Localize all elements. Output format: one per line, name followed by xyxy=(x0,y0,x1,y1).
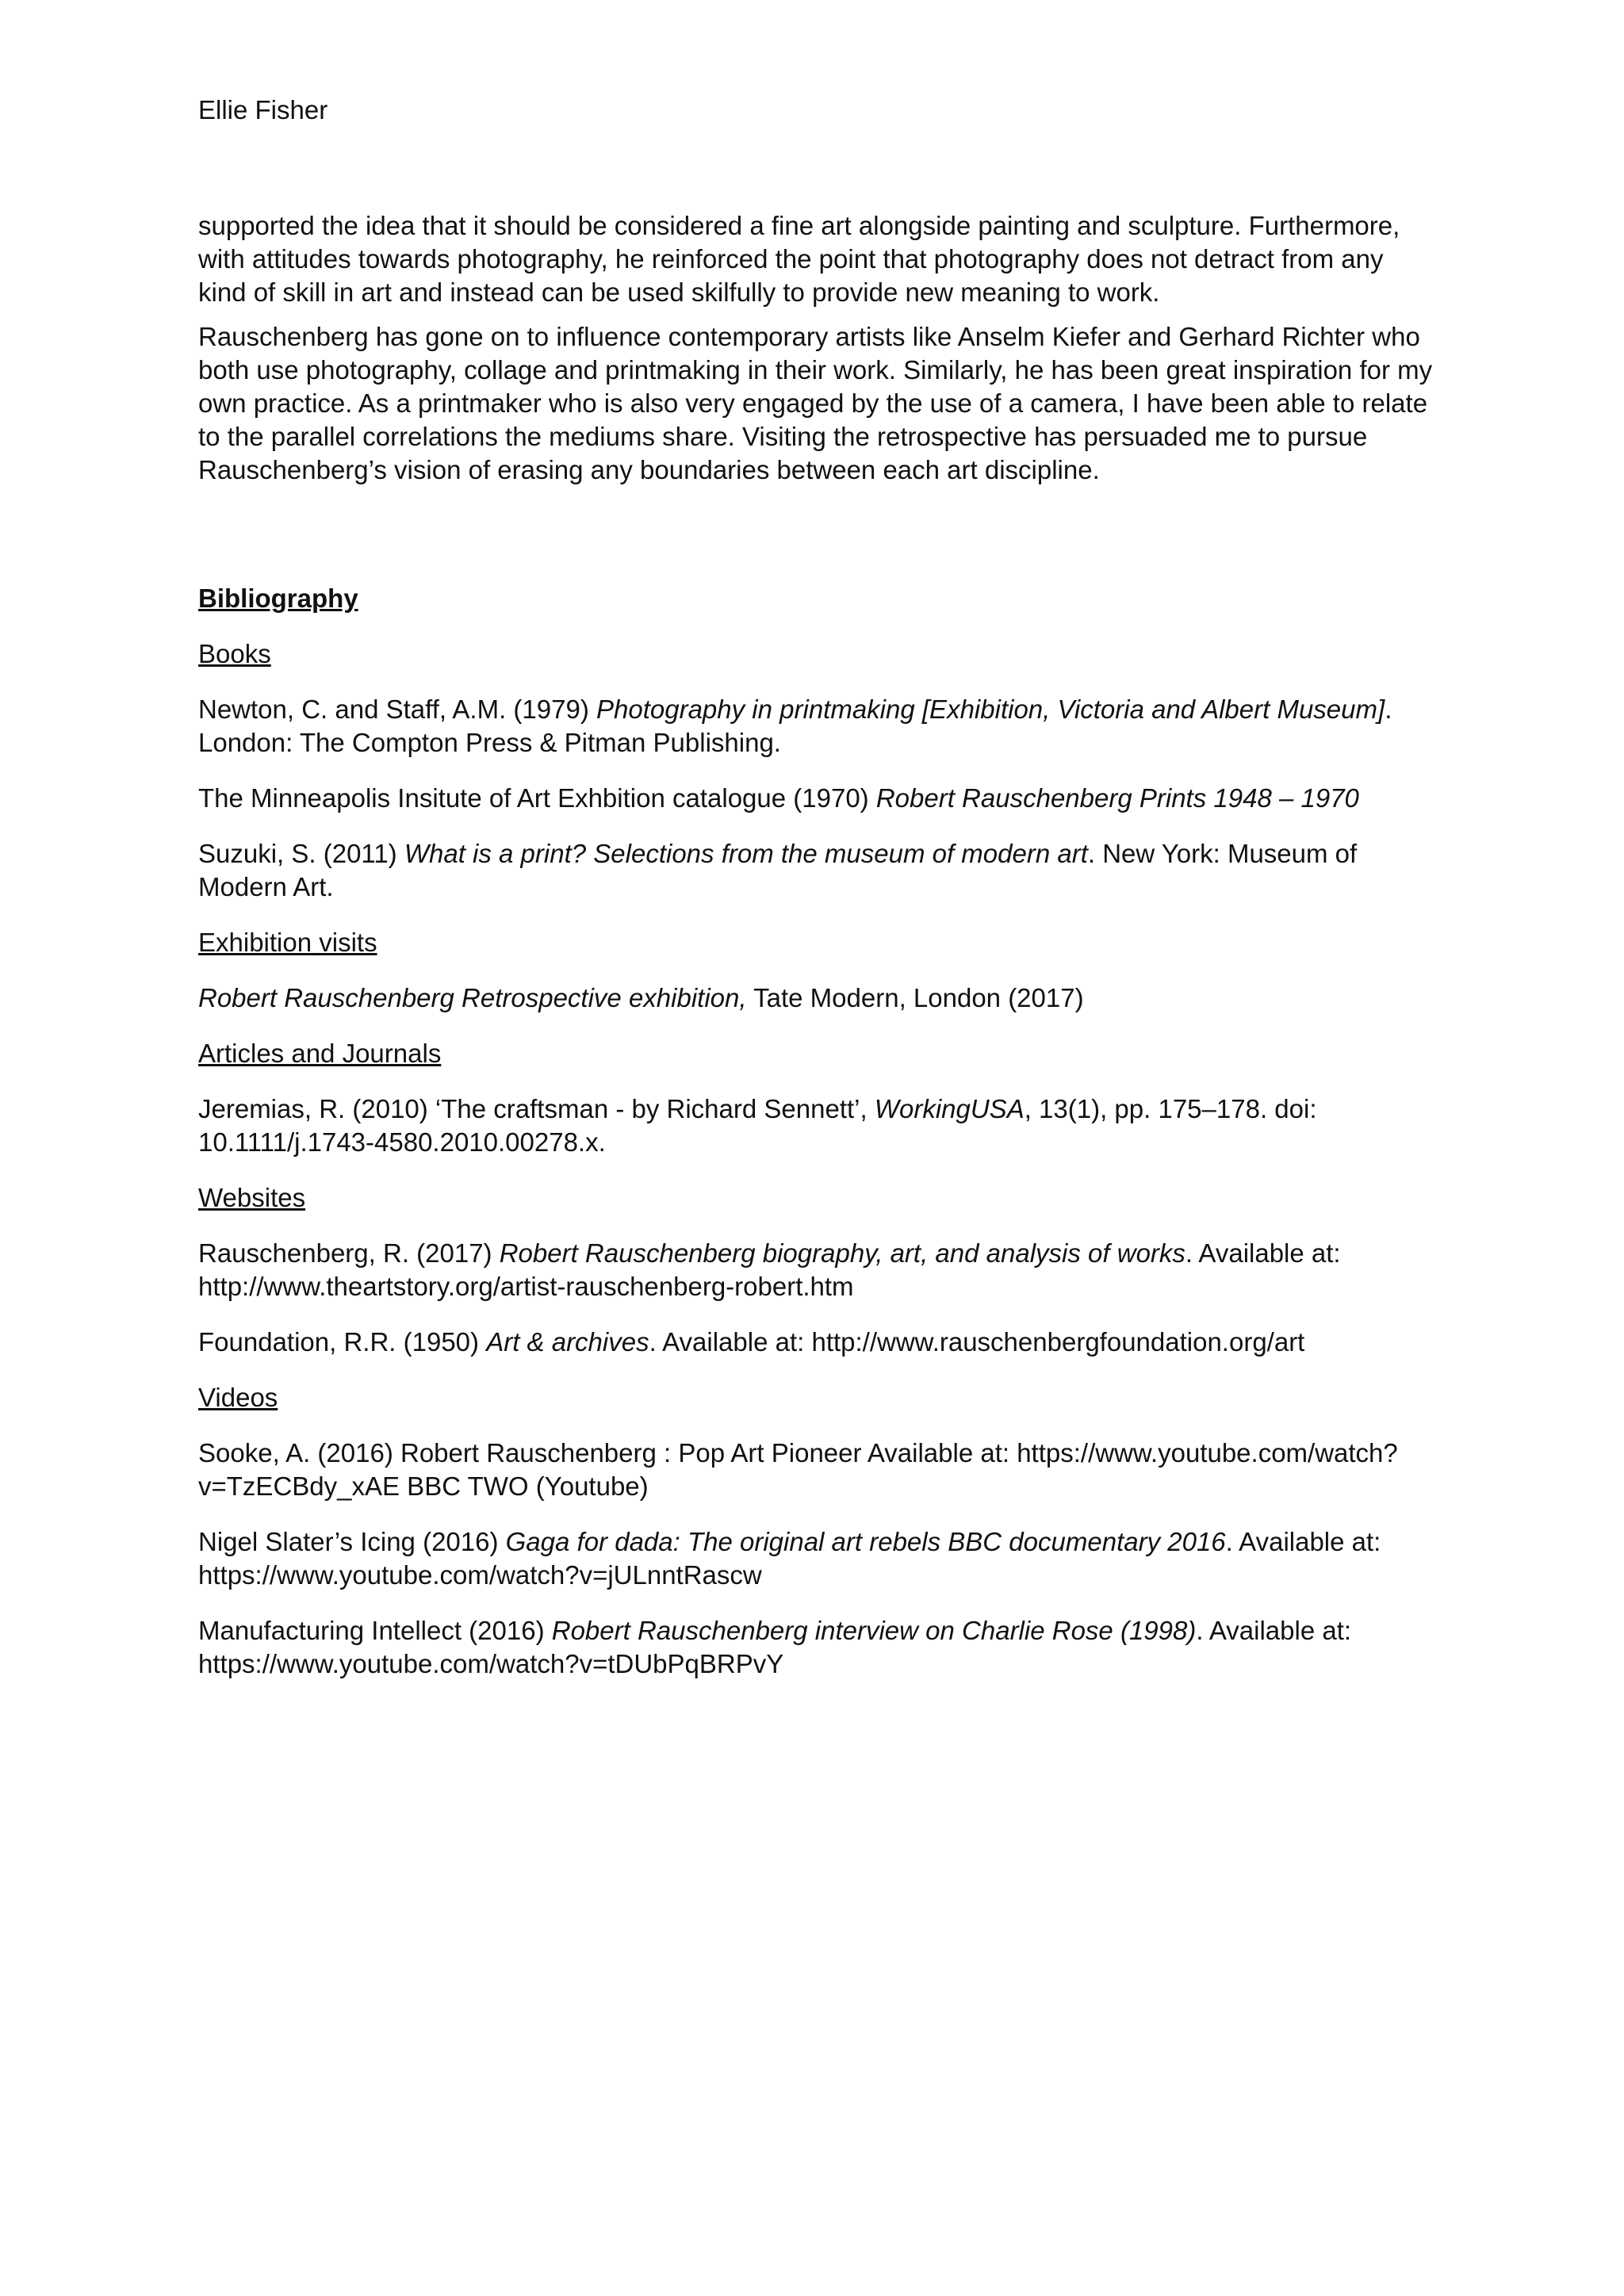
body-paragraph: supported the idea that it should be considered a fine art alongside painting and sculpture. Furthermore, with attitudes towards photography, he reinforced the point that photography does not detract from any kind of skill in art and instead can be used skilfully to provide new meaning to work. xyxy=(198,211,1400,307)
entry-text: . Available at: https://www.youtube.com/watch?v=tDUbPqBRPvY xyxy=(198,1616,1352,1678)
entry-text: . Available at: http://www.rauschenbergfoundation.org/art xyxy=(649,1327,1305,1357)
entry-text: The Minneapolis Insitute of Art Exhbition catalogue (1970) xyxy=(198,783,876,813)
bibliography-entry xyxy=(198,782,1435,815)
bibliography-entry xyxy=(198,1237,1435,1303)
entry-text: . Available at: http://www.theartstory.org/artist-rauschenberg-robert.htm xyxy=(198,1238,1341,1301)
articles-heading: Articles and Journals xyxy=(198,1039,442,1068)
entry-title: What is a print? Selections from the museum of modern art xyxy=(404,839,1088,868)
bibliography-entry xyxy=(198,837,1435,904)
entry-text: Foundation, R.R. (1950) xyxy=(198,1327,487,1357)
bibliography-entry xyxy=(198,693,1435,760)
entry-title: Robert Rauschenberg interview on Charlie Rose (1998) xyxy=(551,1616,1197,1645)
entry-text: Nigel Slater’s Icing (2016) xyxy=(198,1527,506,1556)
entry-title: WorkingUSA xyxy=(874,1094,1025,1123)
entry-text: Newton, C. and Staff, A.M. (1979) xyxy=(198,695,596,724)
bibliography-entry xyxy=(198,1093,1435,1159)
bibliography-entry xyxy=(198,1326,1435,1359)
bibliography-entry xyxy=(198,1614,1435,1681)
entry-title: Gaga for dada: The original art rebels BBC documentary 2016 xyxy=(505,1527,1226,1556)
bibliography-title: Bibliography xyxy=(198,584,358,613)
entry-text: . London: The Compton Press & Pitman Publishing. xyxy=(198,695,1392,757)
bibliography-entry xyxy=(198,1525,1435,1592)
books-heading: Books xyxy=(198,639,271,668)
entry-text: . Available at: https://www.youtube.com/watch?v=jULnntRascw xyxy=(198,1527,1381,1590)
entry-title: Art & archives xyxy=(486,1327,649,1357)
entry-title: Robert Rauschenberg Retrospective exhibition, xyxy=(198,983,747,1012)
entry-text: Suzuki, S. (2011) xyxy=(198,839,404,868)
entry-text: , 13(1), pp. 175–178. doi: 10.1111/j.1743-4580.2010.00278.x. xyxy=(198,1094,1317,1157)
entry-text: Tate Modern, London (2017) xyxy=(746,983,1084,1012)
bibliography-entry xyxy=(198,982,1435,1015)
entry-text: Sooke, A. (2016) Robert Rauschenberg : Pop Art Pioneer Available at: https://www.youtube.com/watch?v=TzECBdy_xAE BBC TWO (Youtube) xyxy=(198,1438,1398,1501)
entry-text: Rauschenberg, R. (2017) xyxy=(198,1238,500,1268)
author-name: Ellie Fisher xyxy=(198,95,328,124)
section-spacer xyxy=(198,498,1435,582)
videos-heading: Videos xyxy=(198,1383,278,1412)
websites-heading: Websites xyxy=(198,1183,306,1212)
bibliography-entry xyxy=(198,1437,1435,1503)
entry-text: . New York: Museum of Modern Art. xyxy=(198,839,1358,901)
document-page xyxy=(198,94,1435,1703)
entry-text: Manufacturing Intellect (2016) xyxy=(198,1616,552,1645)
entry-title: Robert Rauschenberg Prints 1948 – 1970 xyxy=(875,783,1359,813)
entry-title: Robert Rauschenberg biography, art, and analysis of works xyxy=(499,1238,1185,1268)
entry-text: Jeremias, R. (2010) ‘The craftsman - by Richard Sennett’, xyxy=(198,1094,875,1123)
entry-title: Photography in printmaking [Exhibition, Victoria and Albert Museum] xyxy=(596,695,1385,724)
exhibitions-heading: Exhibition visits xyxy=(198,928,377,957)
body-paragraph: Rauschenberg has gone on to influence contemporary artists like Anselm Kiefer and Gerhard Richter who both use photography, collage and printmaking in their work. Similarly, he has been great inspiration for my own practice. As a printmaker who is also very engaged by the use of a camera, I have been able to relate to the parallel correlations the mediums share. Visiting the retrospective has persuaded me to pursue Rauschenberg’s vision of erasing any boundaries between each art discipline. xyxy=(198,322,1433,484)
